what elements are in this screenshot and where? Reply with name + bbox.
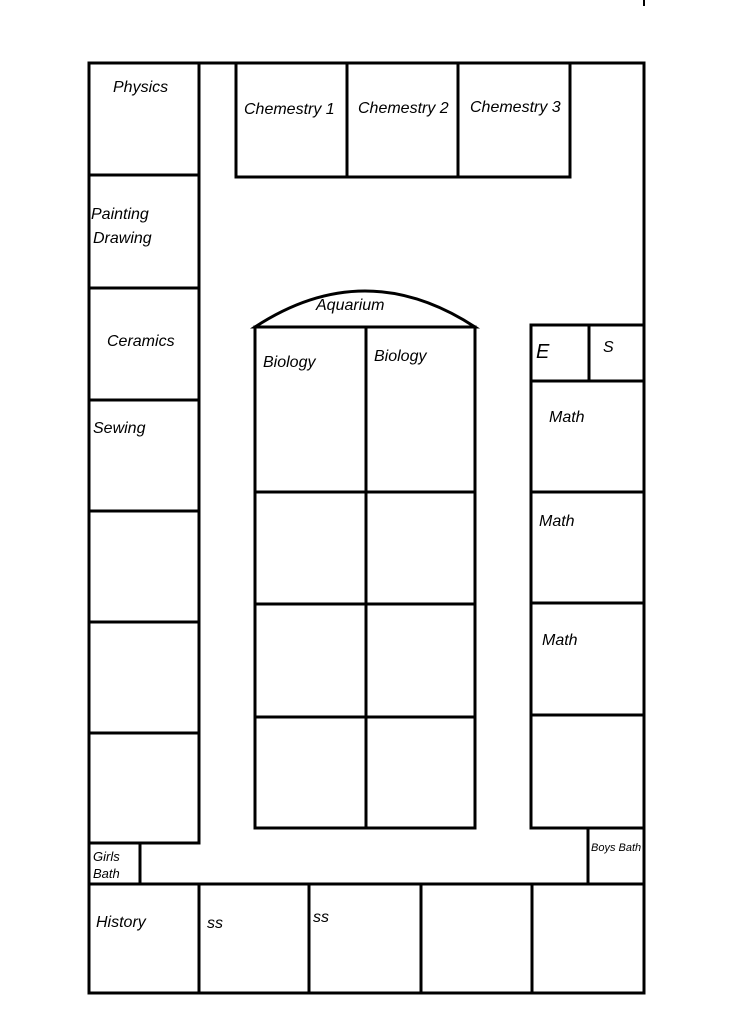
label-physics: Physics (113, 79, 169, 96)
label-biology-left: Biology (263, 354, 316, 371)
room-left-5 (89, 511, 199, 622)
label-girls: Girls (93, 849, 120, 864)
label-chemistry-2: Chemestry 2 (358, 100, 449, 117)
label-s: S (603, 339, 614, 356)
room-left-6 (89, 622, 199, 733)
label-drawing: Drawing (93, 230, 152, 247)
room-chemistry-2 (347, 63, 458, 177)
room-math-1 (531, 381, 644, 492)
room-chemistry-1 (236, 63, 347, 177)
label-ceramics: Ceramics (107, 333, 175, 350)
room-sewing (89, 400, 199, 511)
label-math-2: Math (539, 513, 575, 530)
label-chemistry-3: Chemestry 3 (470, 99, 561, 116)
label-chemistry-1: Chemestry 1 (244, 101, 335, 118)
room-right-5 (531, 715, 644, 828)
label-ss-1: ss (207, 915, 223, 932)
room-chemistry-3 (458, 63, 570, 177)
room-s (589, 325, 644, 381)
label-aquarium: Aquarium (316, 297, 385, 314)
label-ss-2: ss (313, 909, 329, 926)
label-painting: Painting (91, 206, 149, 223)
label-boys-bath: Boys Bath (591, 842, 642, 854)
room-math-3 (531, 603, 644, 715)
label-math-3: Math (542, 632, 578, 649)
label-math-1: Math (549, 409, 585, 426)
label-sewing: Sewing (93, 420, 146, 437)
room-left-7 (89, 733, 199, 843)
label-biology-right: Biology (374, 348, 427, 365)
label-history: History (96, 914, 146, 931)
room-boys-bath (588, 828, 644, 884)
label-e: E (536, 341, 550, 363)
label-girls-bath: Bath (93, 866, 120, 881)
room-math-2 (531, 492, 644, 603)
